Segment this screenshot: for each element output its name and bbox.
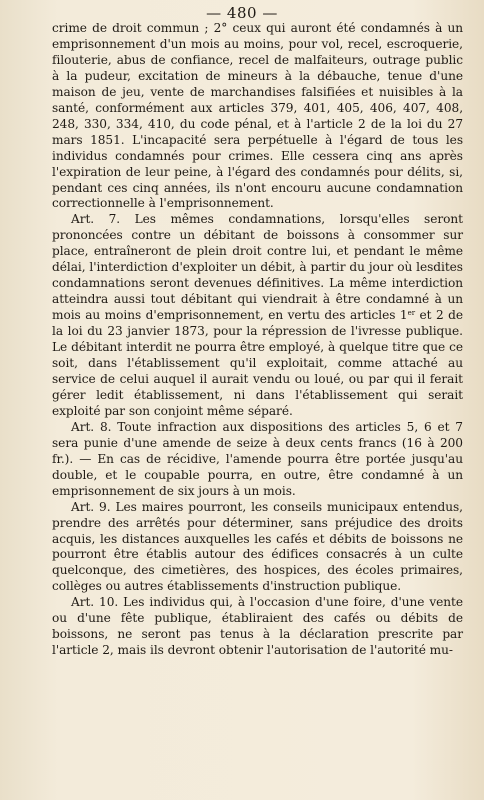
paragraph-art-10: Art. 10. Les individus qui, à l'occasion d'une foire, d'une vente ou d'une fête publique, établiraient des cafés ou débits de boissons, ne seront pas tenus à la déclaration prescrite par l'article 2, mais ils devront obtenir l'autorisation de l'autorité mu- xyxy=(52,595,463,658)
body-text xyxy=(52,21,463,659)
paragraph-art-8: Art. 8. Toute infraction aux dispositions des articles 5, 6 et 7 sera punie d'une amende de seize à deux cents francs (16 à 200 fr.). — En cas de récidive, l'amende pourra être portée jusqu'au double, et le coupable pourra, en outre, être condamné à un emprisonnement de six jours à un mois. xyxy=(52,419,463,498)
paragraph-art-9: Art. 9. Les maires pourront, les conseils municipaux entendus, prendre des arrêtés pour déterminer, sans préjudice des droits acquis, les distances auxquelles les cafés et débits de boissons ne pourront être établis autour des édifices consacrés à un culte quelconque, des cimetières, des hospices, des écoles primaires, collèges ou autres établissements d'instruction publique. xyxy=(52,499,463,594)
paragraph-art-7: Art. 7. Les mêmes condamnations, lorsqu'elles seront prononcées contre un débitant de boissons à consommer sur place, entraîneront de plein droit contre lui, et pendant le même délai, l'interdiction d'exploiter un débit, à partir du jour où lesdites condamnations seront devenues définitives. La même interdiction atteindra aussi tout débitant qui viendrait à être condamné à un mois au moins d'emprisonnement, en vertu des articles 1er et 2 de la loi du 23 janvier 1873, pour la répression de l'ivresse publique. Le débitant interdit ne pourra être employé, à quelque titre que ce soit, dans l'établissement qu'il exploitait, comme attaché au service de celui auquel il aurait vendu ou loué, ou par qui il ferait gérer ledit établissement, ni dans l'établissement qui serait exploité par son conjoint même séparé. xyxy=(52,212,463,418)
paragraph-continuation: crime de droit commun ; 2° ceux qui auront été condamnés à un emprisonnement d'un mois au moins, pour vol, recel, escroquerie, filouterie, abus de confiance, recel de malfaiteurs, outrage public à la pudeur, excitation de mineurs à la débauche, tenue d'une maison de jeu, vente de marchandises falsifiées et nuisibles à la santé, conformément aux articles 379, 401, 405, 406, 407, 408, 248, 330, 334, 410, du code pénal, et à l'article 2 de la loi du 27 mars 1851. L'incapacité sera perpétuelle à l'égard de tous les individus condamnés pour crimes. Elle cessera cinq ans après l'expiration de leur peine, à l'égard des condamnés pour délits, si, pendant ces cinq années, ils n'ont encouru aucune condamnation correctionnelle à l'emprisonnement. xyxy=(52,21,463,211)
page-number: — 480 — xyxy=(206,4,278,22)
ordinal-superscript: er xyxy=(407,309,416,318)
